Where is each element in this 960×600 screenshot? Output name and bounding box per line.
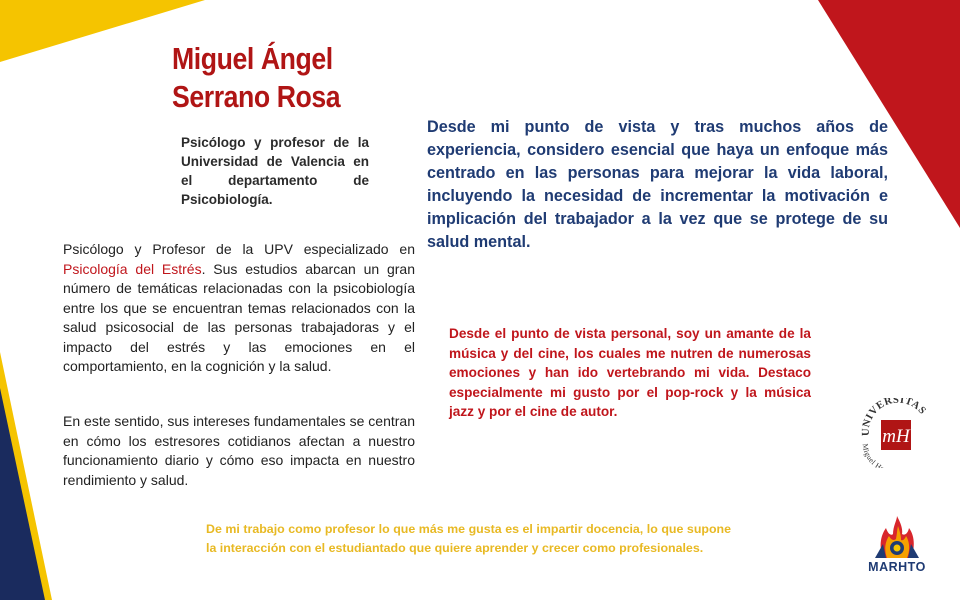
person-role: Psicólogo y profesor de la Universidad de Valencia en el departamento de Psicobiología. <box>181 135 369 207</box>
personal-paragraph: Desde el punto de vista personal, soy un amante de la música y del cine, los cuales me nutren de numerosas emociones y han ido vertebrando mi vida. Destaco especialmente mi gusto por el pop-rock y la música jazz y por el cine de autor. <box>449 326 811 419</box>
umh-logo <box>855 398 940 468</box>
person-name-line2: Serrano Rosa <box>172 79 341 114</box>
marhto-emblem-icon <box>853 514 941 560</box>
umh-monogram: mH <box>882 426 910 447</box>
teaching-paragraph: De mi trabajo como profesor lo que más me gusta es el impartir docencia, lo que supone la interacción con el estudiantado que quiere aprender y crecer como profesionales. <box>206 522 731 555</box>
marhto-logo <box>853 514 941 582</box>
bio-paragraph-2: En este sentido, sus intereses fundamentales se centran en cómo los estresores cotidianos afectan a nuestro funcionamiento diario y cómo eso impacta en nuestro rendimiento y salud. <box>63 413 415 488</box>
person-name-line1: Miguel Ángel <box>172 41 333 76</box>
marhto-logo-text: MARHTO <box>868 560 926 574</box>
umh-logo-bottom-text: Miguel H <box>860 443 884 468</box>
bio-highlight: Psicología del Estrés <box>63 260 202 277</box>
bio-text-start: Psicólogo y Profesor de la UPV especializado en <box>63 241 415 257</box>
bio-paragraph-1 <box>63 240 415 377</box>
bio-text-end: . Sus estudios abarcan un gran número de temáticas relacionadas con la psicobiología entre los que se encuentran temas relacionados con la salud psicosocial de las personas trabajadoras y el impacto del estrés y las emociones en el comportamiento, en la cognición y la salud. <box>63 260 416 374</box>
person-name <box>172 40 370 116</box>
main-quote: Desde mi punto de vista y tras muchos años de experiencia, considero esencial que haya un enfoque más centrado en las personas para mejorar la vida laboral, incluyendo la necesidad de incrementar la motivación e implicación del trabajador a la vez que se protege de su salud mental. <box>427 118 888 251</box>
umh-logo-top-text: UNIVERSITAS <box>860 398 928 437</box>
